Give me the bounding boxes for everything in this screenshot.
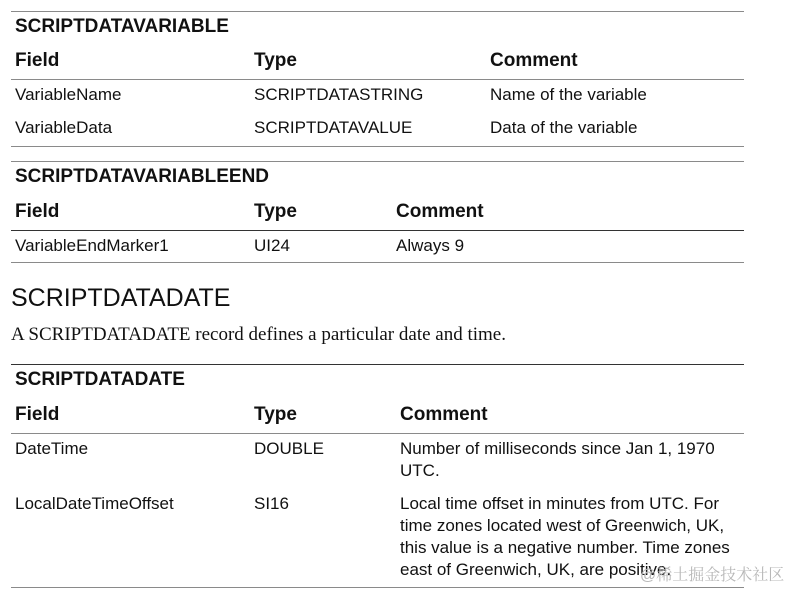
table-cell-type: DOUBLE bbox=[254, 439, 324, 458]
table-top-rule bbox=[11, 11, 744, 12]
table-cell-field: LocalDateTimeOffset bbox=[15, 494, 174, 513]
table-cell-field: DateTime bbox=[15, 439, 89, 458]
table-bottom-rule bbox=[11, 262, 744, 263]
table-top-rule bbox=[11, 161, 744, 162]
table-top-rule bbox=[11, 364, 744, 365]
column-header-comment: Comment bbox=[400, 404, 488, 425]
column-header-comment: Comment bbox=[396, 201, 484, 222]
table-title: SCRIPTDATAVARIABLEEND bbox=[15, 166, 270, 187]
table-cell-comment: Number of milliseconds since Jan 1, 1970 UTC. bbox=[400, 439, 715, 480]
column-header-type: Type bbox=[254, 404, 297, 425]
column-header-field: Field bbox=[15, 201, 60, 222]
watermark-text: @稀土掘金技术社区 bbox=[640, 567, 785, 584]
table-cell-comment: Always 9 bbox=[396, 236, 465, 255]
table-cell-comment: Data of the variable bbox=[490, 118, 638, 137]
column-header-field: Field bbox=[15, 50, 60, 71]
table-cell-type: SCRIPTDATASTRING bbox=[254, 85, 424, 104]
table-bottom-rule bbox=[11, 146, 744, 147]
header-rule bbox=[11, 230, 744, 231]
section-paragraph: A SCRIPTDATADATE record defines a particular date and time. bbox=[11, 324, 506, 345]
table-cell-type: UI24 bbox=[254, 236, 290, 255]
table-title: SCRIPTDATADATE bbox=[15, 369, 185, 390]
section-heading: SCRIPTDATADATE bbox=[11, 284, 231, 312]
column-header-field: Field bbox=[15, 404, 60, 425]
table-cell-field: VariableName bbox=[15, 85, 122, 104]
column-header-type: Type bbox=[254, 50, 297, 71]
header-rule bbox=[11, 79, 744, 80]
header-rule bbox=[11, 433, 744, 434]
table-cell-field: VariableData bbox=[15, 118, 113, 137]
table-cell-type: SCRIPTDATAVALUE bbox=[254, 118, 413, 137]
table-title: SCRIPTDATAVARIABLE bbox=[15, 16, 229, 37]
column-header-comment: Comment bbox=[490, 50, 578, 71]
table-cell-field: VariableEndMarker1 bbox=[15, 236, 169, 255]
table-cell-comment: Name of the variable bbox=[490, 85, 647, 104]
table-cell-comment: Local time offset in minutes from UTC. For time zones located west of Greenwich, UK, this value is a negative number. Time zones east of Greenwich, UK, are positive. bbox=[400, 494, 730, 579]
column-header-type: Type bbox=[254, 201, 297, 222]
table-cell-type: SI16 bbox=[254, 494, 289, 513]
table-bottom-rule bbox=[11, 587, 744, 588]
